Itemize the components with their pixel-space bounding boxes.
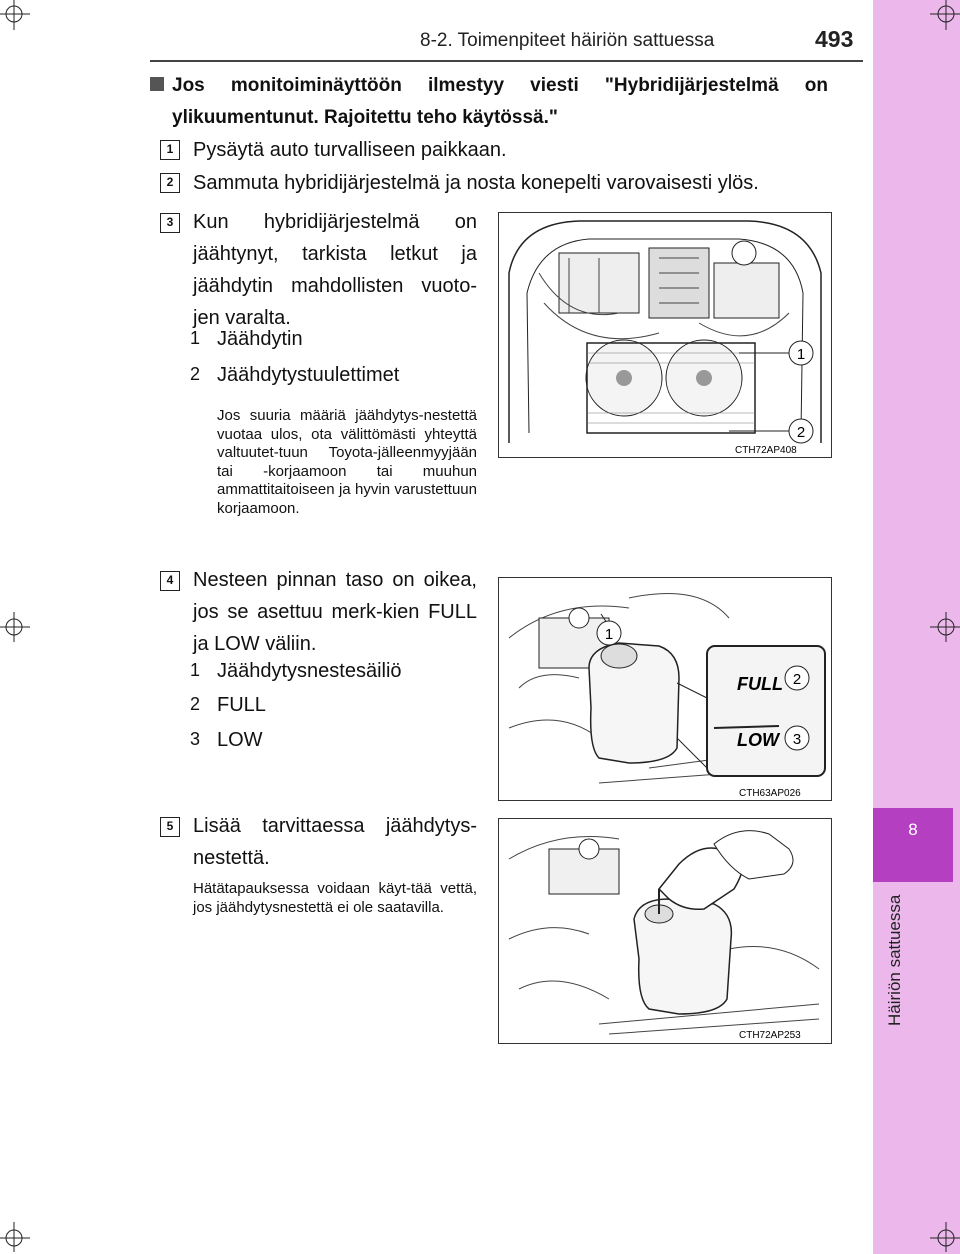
low-mark-label: LOW <box>737 730 779 750</box>
emergency-note: Hätätapauksessa voidaan käyt-tää vettä, jos jäähdytysnestettä ei ole saatavilla. <box>193 880 477 916</box>
crop-mark-icon <box>0 612 30 642</box>
engine-bay-figure <box>498 212 832 458</box>
section-header: 8-2. Toimenpiteet häiriön sattuessa <box>420 30 715 51</box>
crop-mark-icon <box>930 0 960 30</box>
figure-callout: 2 <box>796 424 806 441</box>
callout-number: 2 <box>190 364 201 384</box>
figure-callout: 2 <box>792 671 802 688</box>
full-mark-label: FULL <box>737 674 783 694</box>
step-number-badge: 2 <box>160 173 180 193</box>
figure-code: CTH72AP408 <box>735 445 797 456</box>
step-text: Nesteen pinnan taso on oikea, jos se asettuu merk-kien FULL ja LOW väliin. <box>193 569 477 655</box>
step-text: Pysäytä auto turvalliseen paikkaan. <box>193 139 507 161</box>
callout-number: 1 <box>190 328 201 348</box>
callout-label: Jäähdytin <box>217 328 303 350</box>
callout-number: 1 <box>190 660 201 680</box>
crop-mark-icon <box>0 1222 30 1252</box>
callout-label: FULL <box>217 694 266 716</box>
caution-note: Jos suuria määriä jäähdytys-nestettä vuotaa ulos, ota välittömästi yhteyttä valtuutet-tuun Toyota-jälleenmyyjään tai -korjaamoon tai muuhun ammattitaitoiseen ja hyvin varustettuun korjaamoon. <box>217 407 477 517</box>
refill-coolant-figure <box>498 818 832 1044</box>
step-text: Lisää tarvittaessa jäähdytys-nestettä. <box>193 815 477 869</box>
step-text: Sammuta hybridijärjestelmä ja nosta konepelti varovaisesti ylös. <box>193 172 759 194</box>
step-number-badge: 5 <box>160 817 180 837</box>
callout-label: LOW <box>217 729 263 751</box>
section-title: Jos monitoiminäyttöön ilmestyy viesti "Hybridijärjestelmä on ylikuumentunut. Rajoitettu teho käytössä." <box>172 75 828 128</box>
callout-number: 2 <box>190 694 201 714</box>
figure-code: CTH72AP253 <box>739 1030 801 1041</box>
figure-callout: 1 <box>604 626 614 643</box>
crop-mark-icon <box>930 1222 960 1252</box>
crop-mark-icon <box>930 612 960 642</box>
side-tab-label: Häiriön sattuessa <box>885 894 904 1026</box>
crop-mark-icon <box>0 0 30 30</box>
step-number-badge: 1 <box>160 140 180 160</box>
title-bullet-icon <box>150 77 164 91</box>
step-text: Kun hybridijärjestelmä on jäähtynyt, tarkista letkut ja jäähdytin mahdollisten vuoto-jen varalta. <box>193 211 477 329</box>
callout-label: Jäähdytysnestesäiliö <box>217 660 402 682</box>
callout-number: 3 <box>190 729 201 749</box>
callout-label: Jäähdytystuulettimet <box>217 364 400 386</box>
header-rule <box>150 60 863 62</box>
step-number-badge: 4 <box>160 571 180 591</box>
figure-callout: 3 <box>792 731 802 748</box>
figure-callout: 1 <box>796 346 806 363</box>
figure-code: CTH63AP026 <box>739 788 801 799</box>
page-number: 493 <box>815 26 854 52</box>
coolant-reservoir-figure <box>498 577 832 801</box>
side-tab-chapter-number: 8 <box>908 820 918 839</box>
step-number-badge: 3 <box>160 213 180 233</box>
